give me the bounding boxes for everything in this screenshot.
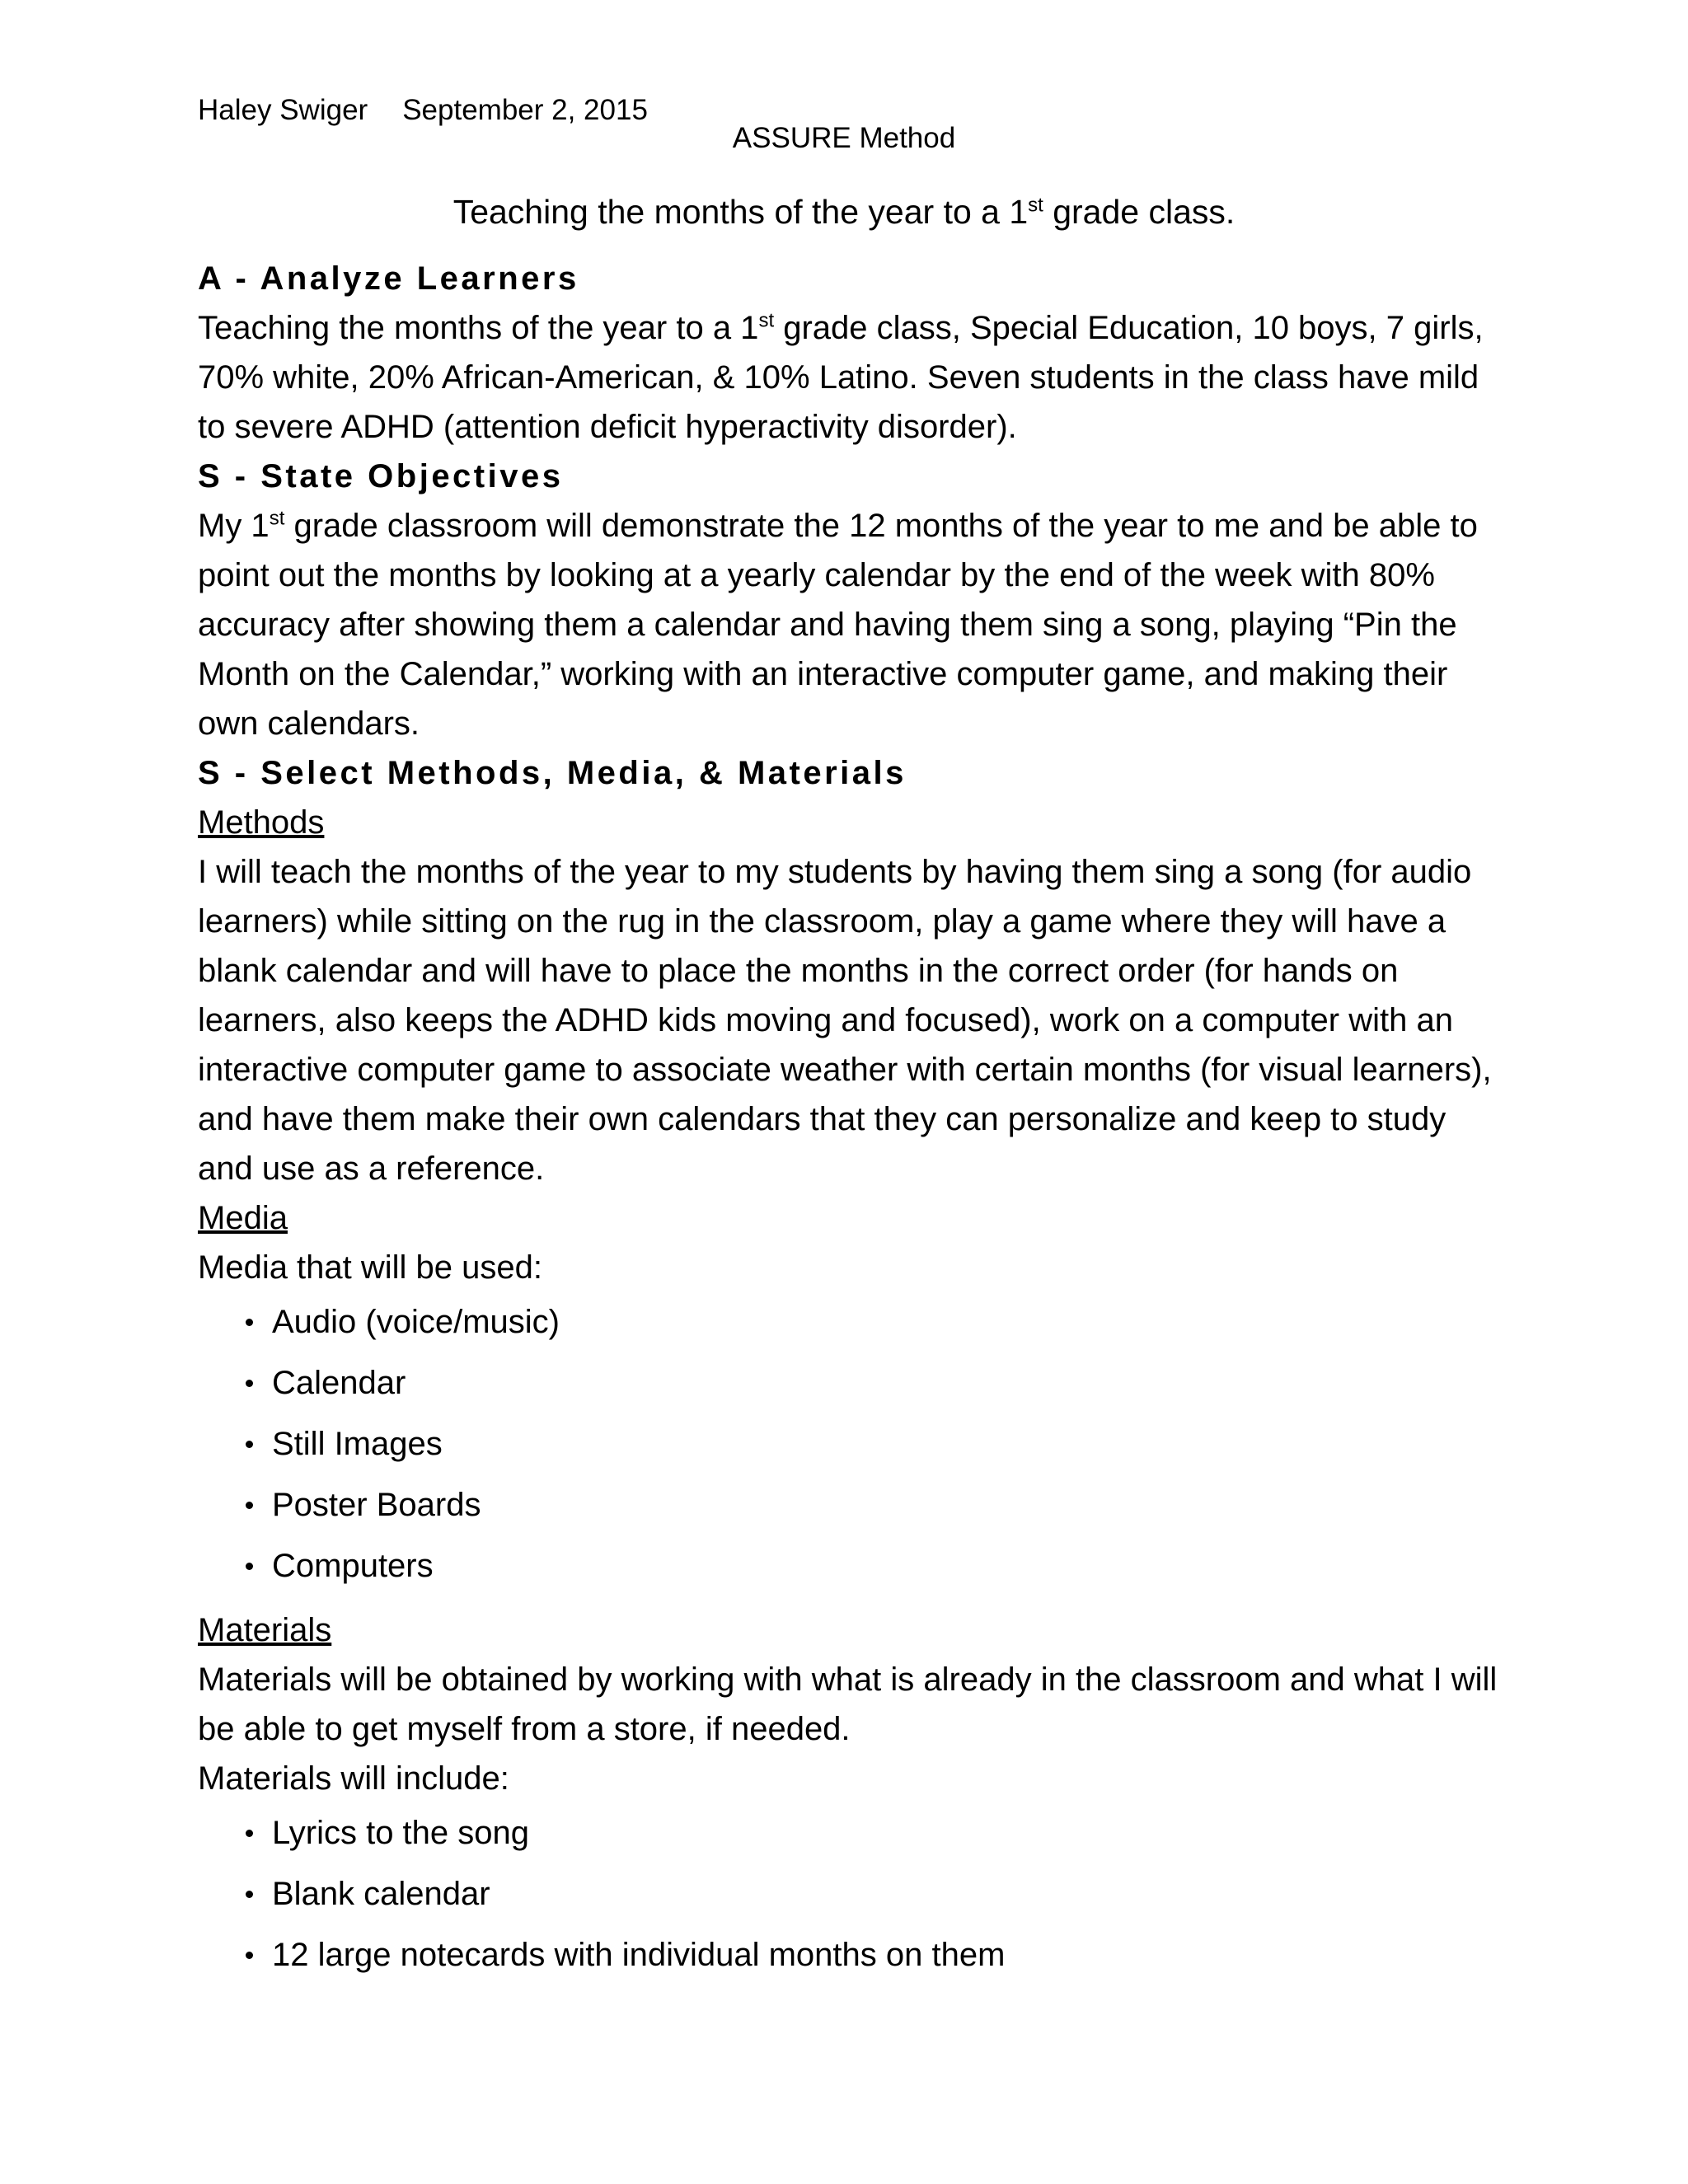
- objectives-superscript: st: [269, 507, 285, 530]
- bullet-icon: [246, 1380, 253, 1387]
- bullet-icon: [246, 1830, 253, 1837]
- analyze-paragraph: [198, 303, 1500, 452]
- materials-item-label: Lyrics to the song: [272, 1815, 530, 1851]
- materials-subheading: Materials: [198, 1612, 332, 1648]
- media-item-label: Computers: [272, 1548, 434, 1584]
- document-title: ASSURE Method: [732, 122, 956, 154]
- bullet-icon: [246, 1441, 253, 1448]
- materials-item-label: Blank calendar: [272, 1876, 490, 1912]
- list-item: [246, 1930, 1500, 1991]
- bullet-icon: [246, 1319, 253, 1326]
- analyze-heading: A - Analyze Learners: [198, 260, 579, 297]
- list-item: [246, 1541, 1500, 1602]
- objectives-text-after: grade classroom will demonstrate the 12 months of the year to me and be able to point out the months by looking at a yearly calendar by the end of the week with 80% accuracy after showing them a calendar and having them sing a song, playing “Pin the Month on the Calendar,” working with an interactive computer game, and making their own calendars.: [198, 508, 1478, 742]
- list-item: [246, 1869, 1500, 1930]
- analyze-text-after: grade class, Special Education, 10 boys, 7 girls, 70% white, 20% African-American, & 10% Latino. Seven students in the class have mild to severe ADHD (attention deficit hyperactivity disorder).: [198, 310, 1484, 445]
- materials-list: [198, 1808, 1500, 1991]
- materials-paragraph: Materials will be obtained by working with what is already in the classroom and what I will be able to get myself from a store, if needed.: [198, 1661, 1498, 1747]
- objectives-heading: S - State Objectives: [198, 458, 564, 494]
- media-list: [198, 1297, 1500, 1602]
- objectives-text-before: My 1: [198, 508, 270, 544]
- document-body: [198, 254, 1500, 1994]
- subtitle-superscript: st: [1028, 194, 1043, 217]
- list-item: [246, 1480, 1500, 1541]
- materials-intro: Materials will include:: [198, 1760, 509, 1797]
- document-date: September 2, 2015: [402, 94, 648, 126]
- list-item: [246, 1419, 1500, 1480]
- bullet-icon: [246, 1502, 253, 1509]
- subtitle-text-before: Teaching the months of the year to a 1: [452, 193, 1029, 231]
- media-item-label: Audio (voice/music): [272, 1304, 560, 1340]
- materials-item-label: 12 large notecards with individual months on them: [272, 1937, 1006, 1973]
- methods-paragraph: I will teach the months of the year to my students by having them sing a song (for audio learners) while sitting on the rug in the classroom, play a game where they will have a blank calendar and will have to place the months in the correct order (for hands on learners, also keeps the ADHD kids moving and focused), work on a computer with an interactive computer game to associate weather with certain months (for visual learners), and have them make their own calendars that they can personalize and keep to study and use as a reference.: [198, 854, 1492, 1187]
- subtitle-text-after: grade class.: [1043, 193, 1236, 231]
- list-item: [246, 1297, 1500, 1358]
- media-item-label: Calendar: [272, 1365, 406, 1401]
- select-heading: S - Select Methods, Media, & Materials: [198, 755, 907, 791]
- objectives-paragraph: [198, 501, 1500, 748]
- bullet-icon: [246, 1952, 253, 1959]
- methods-subheading: Methods: [198, 804, 325, 841]
- list-item: [246, 1808, 1500, 1869]
- author-name: Haley Swiger: [198, 94, 368, 126]
- analyze-text-before: Teaching the months of the year to a 1: [198, 310, 759, 346]
- lesson-subtitle: [0, 192, 1688, 232]
- media-intro: Media that will be used:: [198, 1249, 543, 1286]
- media-subheading: Media: [198, 1200, 288, 1236]
- analyze-superscript: st: [758, 309, 775, 332]
- bullet-icon: [246, 1563, 253, 1570]
- list-item: [246, 1358, 1500, 1419]
- media-item-label: Still Images: [272, 1426, 443, 1462]
- bullet-icon: [246, 1891, 253, 1898]
- media-item-label: Poster Boards: [272, 1487, 481, 1523]
